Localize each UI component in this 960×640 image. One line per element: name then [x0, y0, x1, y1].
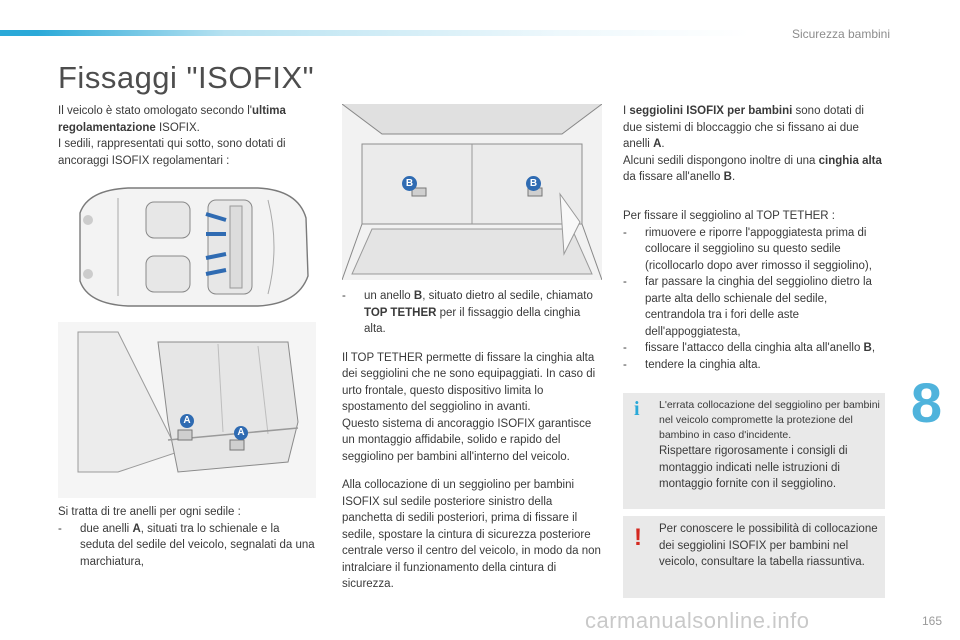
section-title: Sicurezza bambini — [791, 27, 890, 41]
chapter-number: 8 — [910, 371, 942, 434]
paragraph: Alcuni sedili dispongono inoltre di una cinghia alta da fissare all'anello B. — [623, 154, 882, 183]
top-tether-steps — [623, 208, 885, 373]
top-tether-image — [342, 104, 602, 280]
header-bar — [0, 30, 750, 36]
list-item: - fissare l'attacco della cinghia alta all'anello B, — [623, 342, 876, 354]
watermark: carmanualsonline.info — [585, 608, 810, 633]
ring-b-marker: B — [526, 176, 541, 191]
list-item: - far passare la cinghia del seggiolino dietro la parte alta dello schienale del sedile, centrandola tra i fori delle aste dell'appoggiatesta, — [623, 276, 872, 338]
top-tether-description — [342, 288, 604, 593]
list-item: - un anello B, situato dietro al sedile, chiamato TOP TETHER per il fissaggio della cinghia alta. — [342, 290, 593, 335]
ring-b-marker: B — [402, 176, 417, 191]
ring-a-marker: A — [234, 426, 248, 440]
paragraph: I seggiolini ISOFIX per bambini sono dotati di due sistemi di bloccaggio che si fissano ai due anelli A. — [623, 105, 864, 150]
car-top-view-image — [58, 178, 316, 316]
page-title: Fissaggi "ISOFIX" — [58, 60, 315, 95]
warning-text: Per conoscere le possibilità di collocazione dei seggiolini ISOFIX per bambini nel veicolo, consultare la tabella riassuntiva. — [659, 523, 878, 568]
isofix-seat-description — [623, 103, 885, 186]
steps-intro: Per fissare il seggiolino al TOP TETHER : — [623, 210, 835, 222]
paragraph: Il TOP TETHER permette di fissare la cinghia alta dei seggiolini che ne sono equipaggiati. In caso di urto frontale, questo dispositivo limita lo spostamento del seggiolino in avanti. — [342, 351, 596, 413]
list-item: - due anelli A, situati tra lo schienale e la seduta del sedile del veicolo, segnalati da una marchiatura, — [58, 522, 315, 568]
rings-description — [58, 504, 316, 570]
info-text: L'errata collocazione del seggiolino per bambini nel veicolo compromette la protezione del bambino in caso d'incidente. Rispettare rigorosamente i consigli di montaggio indicati nelle istruzioni di montaggio fornite con il seggiolino. — [659, 399, 880, 490]
list-item: - tendere la cinghia alta. — [623, 358, 761, 371]
rear-seat-image — [58, 322, 316, 498]
list-item: - rimuovere e riporre l'appoggiatesta prima di collocare il seggiolino su questo sedile (ricollocarlo dopo aver rimosso il seggiolino), — [623, 226, 872, 272]
ring-a-marker: A — [180, 414, 194, 428]
intro-paragraph: Il veicolo è stato omologato secondo l'ultima regolamentazione ISOFIX. I sedili, rappresentati qui sotto, sono dotati di ancoraggi ISOFIX regolamentari : — [58, 105, 286, 167]
page-number: 165 — [921, 614, 942, 628]
paragraph: Alla collocazione di un seggiolino per bambini ISOFIX sul sedile posteriore sinistro della panchetta di sedili posteriori, prima di fissare il sedile, spostare la cintura di sicurezza posteriore centrale verso il centro del veicolo, in modo da non intralciare il funzionamento della cintura di sicurezza. — [342, 479, 601, 590]
info-icon: i — [634, 398, 640, 420]
paragraph: Questo sistema di ancoraggio ISOFIX garantisce un montaggio affidabile, solido e rapido del seggiolino per bambini all'interno del veicolo. — [342, 417, 592, 463]
warning-icon: ! — [634, 524, 642, 551]
rings-intro: Si tratta di tre anelli per ogni sedile : — [58, 506, 241, 518]
